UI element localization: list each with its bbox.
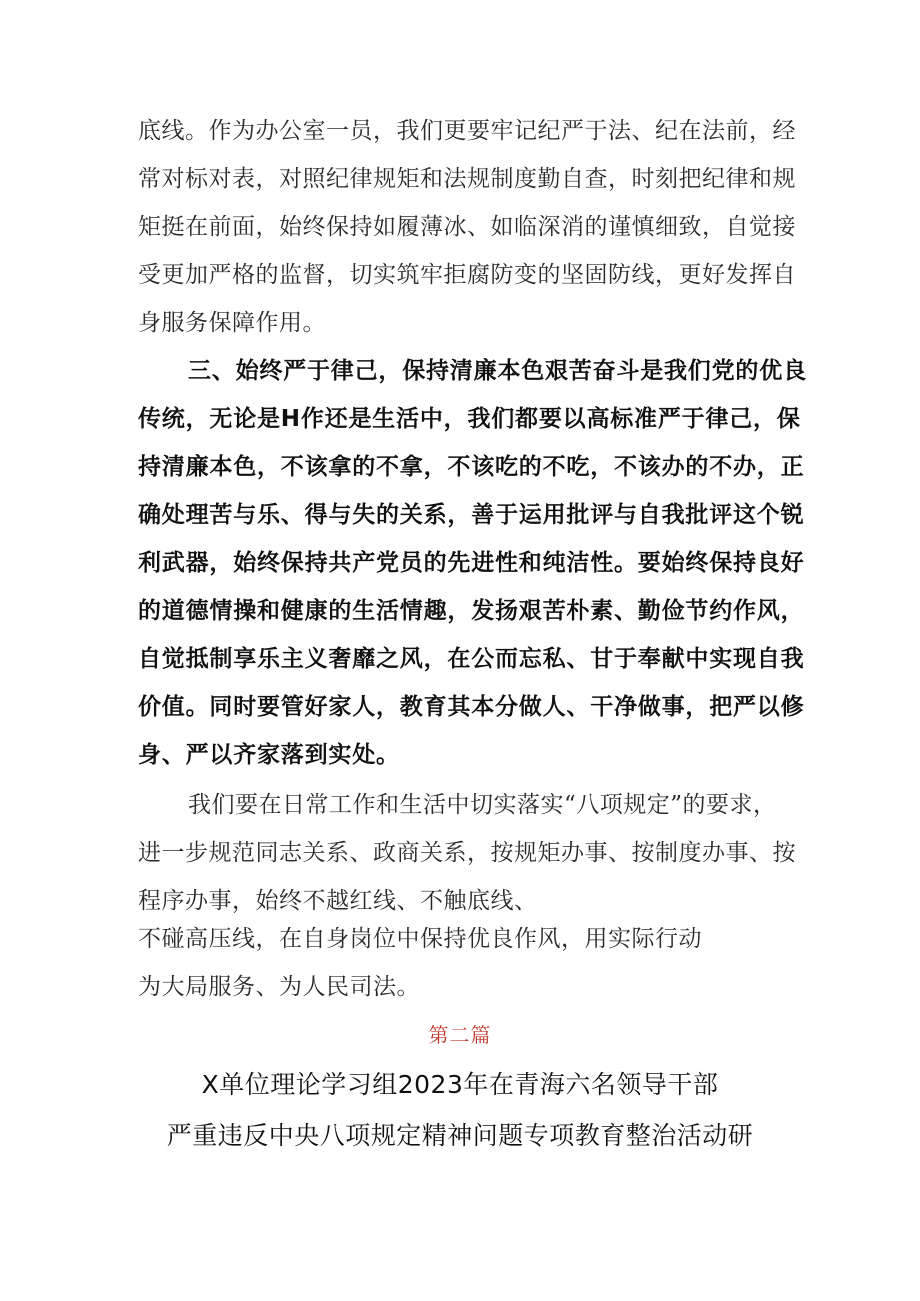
paragraph-line: 程序办事，始终不越红线、不触底线、 <box>138 888 538 914</box>
paragraph-line: 的道德情操和健康的生活情趣，发扬艰苦朴素、勤俭节约作风， <box>138 598 805 624</box>
paragraph-line: 不碰高压线，在自身岗位中保持优良作风，用实际行动 <box>138 926 702 952</box>
paragraph-line: 持清廉本色，不该拿的不拿，不该吃的不吃，不该办的不办，正 <box>138 454 805 480</box>
paragraph-line: 价值。同时要管好家人，教育其本分做人、干净做事，把严以修 <box>138 694 805 720</box>
paragraph-line: 我们要在日常工作和生活中切实落实“八项规定”的要求， <box>188 792 777 818</box>
paragraph-line: 矩挺在前面，始终保持如履薄冰、如临深消的谨慎细致，自觉接 <box>138 214 796 240</box>
paragraph-line: 进一步规范同志关系、政商关系，按规矩办事、按制度办事、按 <box>138 840 796 866</box>
paragraph-line: 为大局服务、为人民司法。 <box>138 974 420 1000</box>
paragraph-line: 身、严以齐家落到实处。 <box>138 742 400 768</box>
paragraph-line: 底线。作为办公室一员，我们更要牢记纪严于法、纪在法前，经 <box>138 118 796 144</box>
section-label: 第二篇 <box>428 1023 492 1047</box>
paragraph-line: 受更加严格的监督，切实筑牢拒腐防变的坚固防线，更好发挥自 <box>138 262 796 288</box>
paragraph-line: 常对标对表，对照纪律规矩和法规制度勤自查，时刻把纪律和规 <box>138 166 796 192</box>
document-title-line-1: X单位理论学习组2023年在青海六名领导干部 <box>201 1070 719 1099</box>
paragraph-line: 自觉抵制享乐主义奢靡之风，在公而忘私、甘于奉献中实现自我 <box>138 646 805 672</box>
paragraph-line: 确处理苦与乐、得与失的关系，善于运用批评与自我批评这个锐 <box>138 502 805 528</box>
paragraph-line: 传统，无论是H作还是生活中，我们都要以高标准严于律己，保 <box>138 406 801 432</box>
paragraph-line: 身服务保障作用。 <box>138 310 326 336</box>
section-heading-line: 三、始终严于律己，保持清廉本色艰苦奋斗是我们党的优良 <box>188 358 807 384</box>
document-title-line-2: 严重违反中央八项规定精神问题专项教育整治活动研 <box>166 1121 754 1150</box>
paragraph-line: 利武器，始终保持共产党员的先进性和纯洁性。要始终保持良好 <box>138 550 805 576</box>
